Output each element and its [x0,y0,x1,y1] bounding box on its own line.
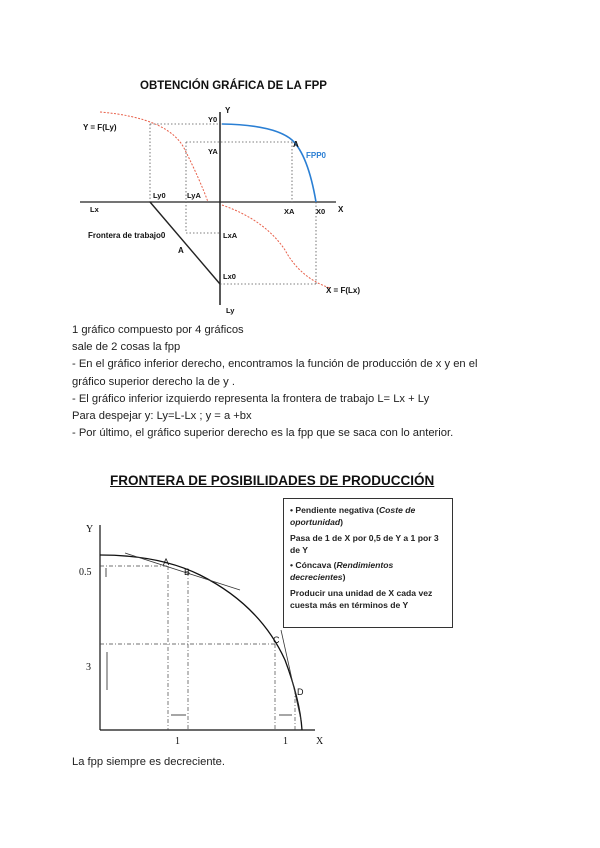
point-d-label: D [297,687,304,697]
xa-label: XA [284,207,295,216]
lx0-label: Lx0 [223,272,236,281]
tangent-cd [281,630,301,720]
note-line: - El gráfico inferior izquierdo representa la frontera de trabajo L= Lx + Ly [72,392,430,405]
box-line-1: • Pendiente negativa (Coste de oportunidad) [290,505,416,528]
x-equation-label: X = F(Lx) [326,286,361,295]
tick-1b-label: 1 [283,736,288,747]
box-line-3: • Cóncava (Rendimientos decrecientes) [290,560,394,583]
figure2-title: FRONTERA DE POSIBILIDADES DE PRODUCCIÓN [110,473,435,488]
x0-label: X0 [316,207,326,216]
note-line: - En el gráfico inferior derecho, encontramos la función de producción de x y en el [72,358,478,371]
tangent-ab [125,553,240,590]
fpp0-label: FPP0 [306,151,327,160]
y-axis-label: Y [225,106,231,115]
value-3-label: 3 [86,662,91,673]
box-line-4: Producir una unidad de X cada vez cuesta más en términos de Y [290,587,433,611]
caption: La fpp siempre es decreciente. [72,756,225,768]
fpp-properties-box [283,498,453,628]
value-05-label: 0.5 [79,567,92,578]
fpp-concave-curve [100,555,302,730]
fpp-guide-lines [100,566,295,730]
x-axis-label: X [338,205,344,214]
y-equation-label: Y = F(Ly) [83,123,117,132]
ly0-label: Ly0 [153,191,166,200]
y0-label: Y0 [208,115,218,124]
note-line: Para despejar y: Ly=L-Lx ; y = a +bx [72,410,252,423]
note-line: sale de 2 cosas la fpp [72,341,181,354]
labor-frontier-label: Frontera de trabajo0 [88,231,166,240]
point-b-label: B [184,567,191,577]
box-line-2: Pasa de 1 de X por 0,5 de Y a 1 por 3 de Y [290,532,439,555]
fpp-x-label: X [316,736,324,747]
fpp-y-label: Y [86,524,94,535]
point-c-label: C [273,635,280,645]
tick-1a-label: 1 [175,736,180,747]
note-line: - Por último, el gráfico superior derecho es la fpp que se saca con lo anterior. [72,427,454,440]
note-line: 1 gráfico compuesto por 4 gráficos [72,324,244,336]
point-a-bottom-label: A [178,246,184,255]
figure1-title: OBTENCIÓN GRÁFICA DE LA FPP [140,80,327,92]
fpp-arrows [106,568,292,715]
lx-axis-label: Lx [90,205,99,214]
ly-axis-label: Ly [226,306,235,315]
point-a-label: A [163,557,170,567]
ya-label: YA [208,147,218,156]
lxa-label: LxA [223,231,238,240]
note-line: gráfico superior derecho la de y . [72,375,235,388]
point-a-top-label: A [293,140,299,149]
lya-label: LyA [187,191,201,200]
